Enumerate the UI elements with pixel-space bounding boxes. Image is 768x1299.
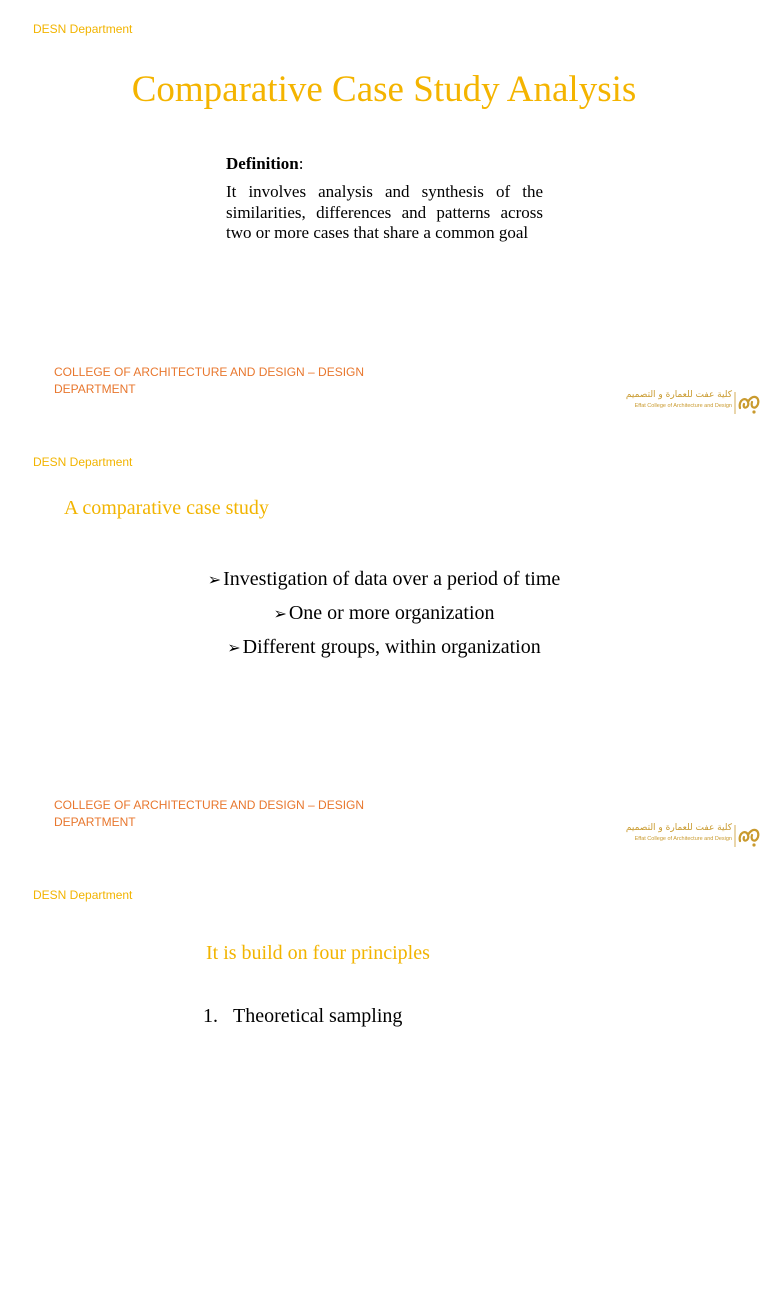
- logo-english-text: Effat College of Architecture and Design: [634, 403, 732, 409]
- slide-title: A comparative case study: [64, 497, 269, 519]
- slide-title: Comparative Case Study Analysis: [131, 69, 637, 110]
- list-item: [0, 631, 768, 665]
- definition-heading: [226, 154, 303, 174]
- bullet-text: Investigation of data over a period of time: [223, 568, 561, 590]
- list-item: [203, 1005, 402, 1028]
- logo-mark-icon: [734, 821, 764, 851]
- college-logo: [612, 821, 764, 851]
- footer-line-1: COLLEGE OF ARCHITECTURE AND DESIGN – DESIGN: [54, 798, 365, 812]
- list-text: Theoretical sampling: [233, 1005, 403, 1027]
- slide-footer: [54, 797, 374, 831]
- footer-line-1: COLLEGE OF ARCHITECTURE AND DESIGN – DESIGN: [54, 365, 365, 379]
- logo-mark-icon: [734, 388, 764, 418]
- definition-colon: :: [298, 154, 304, 173]
- slide-3: [0, 866, 768, 1299]
- slide-2: [0, 433, 768, 866]
- numbered-list: [203, 1005, 402, 1028]
- slide-1: [0, 0, 768, 433]
- college-logo: [612, 388, 764, 418]
- list-item: [0, 597, 768, 631]
- bullet-list: [0, 563, 768, 665]
- department-label: DESN Department: [33, 888, 133, 902]
- definition-label: Definition: [226, 154, 299, 173]
- department-label: DESN Department: [33, 22, 133, 36]
- logo-arabic-text: كلية عفت للعمارة و التصميم: [625, 390, 732, 400]
- footer-line-2: DEPARTMENT: [54, 815, 136, 829]
- arrow-bullet-icon: ➢: [273, 606, 287, 623]
- arrow-bullet-icon: ➢: [227, 640, 241, 657]
- department-label: DESN Department: [33, 455, 133, 469]
- logo-english-text: Effat College of Architecture and Design: [634, 836, 732, 842]
- list-number: 1.: [203, 1005, 218, 1027]
- arrow-bullet-icon: ➢: [207, 572, 222, 589]
- bullet-text: One or more organization: [288, 602, 495, 624]
- definition-text: It involves analysis and synthesis of the similarities, differences and patterns across two or more cases that share a common goal: [226, 182, 543, 243]
- bullet-text: Different groups, within organization: [242, 636, 541, 658]
- list-item: [0, 563, 768, 597]
- logo-arabic-text: كلية عفت للعمارة و التصميم: [625, 823, 732, 833]
- slide-title: It is build on four principles: [206, 942, 430, 964]
- footer-line-2: DEPARTMENT: [54, 382, 136, 396]
- slide-footer: [54, 364, 374, 398]
